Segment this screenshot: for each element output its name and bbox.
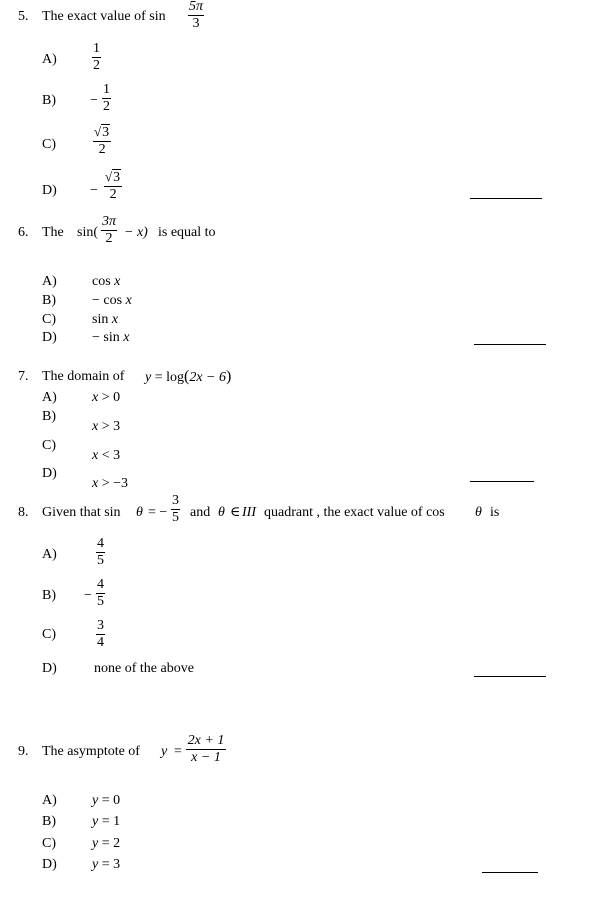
q7-option-a-value bbox=[92, 390, 120, 406]
relation: > 3 bbox=[101, 419, 121, 434]
denominator: 2 bbox=[93, 58, 100, 73]
q8-quad-text: quadrant , the exact value of cos bbox=[264, 505, 445, 520]
q8-option-d-label: D) bbox=[42, 661, 57, 676]
relation: > −3 bbox=[101, 476, 129, 491]
variable: y bbox=[92, 836, 99, 851]
q8-quadrant-number: III bbox=[242, 505, 256, 520]
q7-number: 7. bbox=[18, 369, 29, 384]
q8-theta-3: θ bbox=[475, 505, 482, 520]
q7-option-d-label: D) bbox=[42, 466, 57, 481]
q5-option-d-sign: − bbox=[90, 183, 98, 198]
q7-option-a-label: A) bbox=[42, 390, 57, 405]
q7-option-b-label: B) bbox=[42, 409, 56, 424]
q9-option-c-value bbox=[92, 836, 120, 852]
q5-option-a-value bbox=[92, 42, 101, 73]
q6-option-a-label: A) bbox=[42, 274, 57, 289]
numerator: 1 bbox=[103, 82, 110, 97]
q7-answer-blank[interactable] bbox=[470, 481, 534, 482]
q5-argument-fraction bbox=[188, 0, 204, 31]
q5-arg-denominator: 3 bbox=[192, 16, 200, 31]
q9-text: The asymptote of bbox=[42, 744, 140, 759]
relation: = 0 bbox=[101, 793, 121, 808]
log-argument: 2x − 6 bbox=[189, 370, 227, 385]
variable: x bbox=[92, 476, 99, 491]
function-name: − cos bbox=[92, 293, 123, 308]
sqrt-expression bbox=[93, 125, 111, 140]
q5-option-b-sign: − bbox=[90, 93, 98, 108]
q8-option-a-value bbox=[96, 537, 105, 568]
q5-number: 5. bbox=[18, 9, 29, 24]
denominator: 5 bbox=[172, 510, 179, 525]
q8-number: 8. bbox=[18, 505, 29, 520]
relation: < 3 bbox=[101, 448, 121, 463]
q9-option-c-label: C) bbox=[42, 836, 56, 851]
q7-option-c-value bbox=[92, 448, 120, 464]
variable: x bbox=[123, 330, 130, 345]
q9-answer-blank[interactable] bbox=[482, 872, 538, 873]
function-name: − sin bbox=[92, 330, 120, 345]
q8-theta: θ bbox=[136, 505, 143, 520]
q7-option-b-value bbox=[92, 419, 120, 435]
q8-answer-blank[interactable] bbox=[474, 676, 546, 677]
q7-text: The domain of bbox=[42, 369, 125, 384]
q6-option-c-value bbox=[92, 312, 118, 328]
variable: x bbox=[125, 293, 132, 308]
variable: x bbox=[92, 419, 99, 434]
q8-and: and bbox=[190, 505, 211, 520]
q8-equals-minus: = − bbox=[148, 505, 168, 520]
relation: = 2 bbox=[101, 836, 121, 851]
q5-option-d-value bbox=[104, 170, 122, 202]
q9-option-d-label: D) bbox=[42, 857, 57, 872]
q6-text-post: is equal to bbox=[158, 225, 216, 240]
q5-option-c-label: C) bbox=[42, 137, 56, 152]
variable: y bbox=[92, 857, 99, 872]
q5-arg-numerator: 5π bbox=[189, 0, 204, 14]
q9-option-b-label: B) bbox=[42, 814, 56, 829]
variable: x bbox=[92, 448, 99, 463]
left-paren: ( bbox=[184, 368, 190, 385]
variable: y bbox=[92, 814, 99, 829]
q9-equals: = bbox=[174, 744, 182, 759]
q9-option-d-value bbox=[92, 857, 120, 873]
log-function: = log bbox=[154, 370, 185, 385]
q9-option-a-value bbox=[92, 793, 120, 809]
variable: x bbox=[111, 312, 119, 327]
denominator: 2 bbox=[109, 187, 117, 202]
function-name: sin bbox=[92, 312, 109, 327]
numerator: 4 bbox=[97, 536, 104, 551]
denominator: 4 bbox=[97, 635, 104, 650]
q7-option-d-value bbox=[92, 476, 128, 492]
q8-text-pre: Given that sin bbox=[42, 505, 121, 520]
q6-answer-blank[interactable] bbox=[474, 344, 546, 345]
q6-option-d-label: D) bbox=[42, 330, 57, 345]
q6-option-a-value bbox=[92, 274, 120, 290]
denominator: 2 bbox=[105, 231, 113, 246]
q8-element-of: ∈ bbox=[230, 505, 241, 520]
q5-option-d-label: D) bbox=[42, 183, 57, 198]
q5-text: The exact value of sin bbox=[42, 9, 166, 24]
q9-option-b-value bbox=[92, 814, 120, 830]
variable: x bbox=[92, 390, 99, 405]
numerator: 3 bbox=[97, 618, 104, 633]
q6-fn: sin( bbox=[77, 225, 98, 240]
q7-equation bbox=[145, 369, 231, 386]
q8-option-b-value bbox=[96, 578, 105, 609]
q5-answer-blank[interactable] bbox=[470, 198, 542, 199]
q5-option-b-label: B) bbox=[42, 93, 56, 108]
relation: > 0 bbox=[101, 390, 121, 405]
q6-number: 6. bbox=[18, 225, 29, 240]
q8-is: is bbox=[490, 505, 500, 520]
sqrt-symbol: √ bbox=[94, 124, 102, 139]
denominator: 2 bbox=[98, 142, 106, 157]
q6-option-b-label: B) bbox=[42, 293, 56, 308]
q9-number: 9. bbox=[18, 744, 29, 759]
q7-option-c-label: C) bbox=[42, 438, 56, 453]
denominator: 5 bbox=[97, 553, 104, 568]
relation: = 3 bbox=[101, 857, 121, 872]
q8-given-fraction bbox=[171, 494, 180, 525]
numerator: 4 bbox=[97, 577, 104, 592]
q8-theta-2: θ bbox=[218, 505, 225, 520]
radicand: 3 bbox=[102, 125, 110, 140]
q5-option-c-value bbox=[93, 125, 111, 157]
q5-option-a-label: A) bbox=[42, 52, 57, 67]
q8-option-b-sign: − bbox=[84, 588, 92, 603]
denominator: 2 bbox=[103, 99, 110, 114]
denominator: 5 bbox=[97, 594, 104, 609]
q8-option-c-value bbox=[96, 619, 105, 650]
numerator: 2x + 1 bbox=[187, 733, 225, 748]
q8-option-c-label: C) bbox=[42, 627, 56, 642]
q6-option-d-value bbox=[92, 330, 129, 346]
right-paren: ) bbox=[226, 368, 232, 385]
relation: = 1 bbox=[101, 814, 121, 829]
q9-y: y bbox=[161, 744, 168, 759]
q8-option-d-value: none of the above bbox=[94, 661, 194, 676]
q8-option-a-label: A) bbox=[42, 547, 57, 562]
function-name: cos bbox=[92, 274, 111, 289]
q9-option-a-label: A) bbox=[42, 793, 57, 808]
q6-text-mid: − x) bbox=[124, 225, 148, 240]
sqrt-symbol: √ bbox=[105, 169, 113, 184]
q8-option-b-label: B) bbox=[42, 588, 56, 603]
variable: y bbox=[92, 793, 99, 808]
q6-option-b-value bbox=[92, 293, 132, 309]
sqrt-expression bbox=[104, 170, 122, 185]
numerator: 1 bbox=[93, 41, 100, 56]
numerator: 3π bbox=[102, 214, 117, 229]
radicand: 3 bbox=[113, 170, 121, 185]
denominator: x − 1 bbox=[191, 750, 221, 765]
q6-argument-fraction bbox=[101, 215, 117, 246]
q9-rational-fraction bbox=[186, 734, 226, 765]
variable: y bbox=[145, 370, 152, 385]
variable: x bbox=[114, 274, 121, 289]
q6-text-pre: The bbox=[42, 225, 64, 240]
q6-option-c-label: C) bbox=[42, 312, 56, 327]
q5-option-b-value bbox=[102, 83, 111, 114]
numerator: 3 bbox=[172, 493, 179, 508]
